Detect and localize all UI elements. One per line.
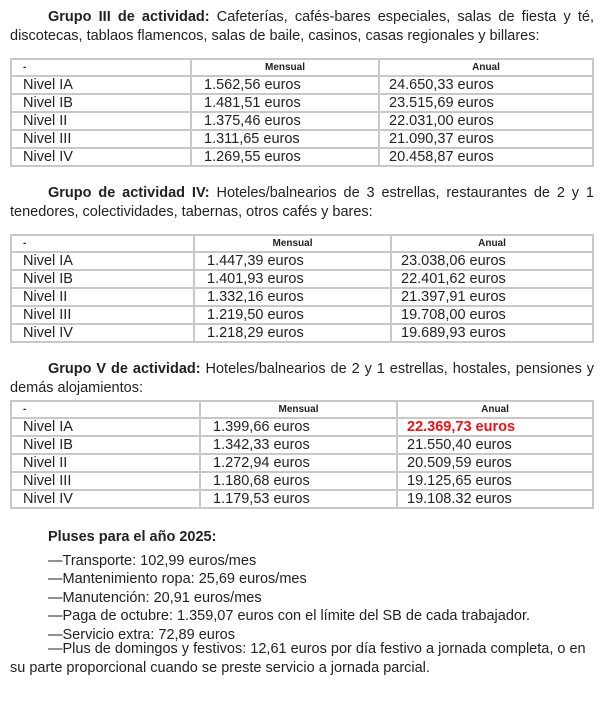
level-cell: Nivel IV bbox=[11, 490, 200, 508]
level-cell: Nivel IV bbox=[11, 148, 191, 166]
salary-table bbox=[10, 234, 594, 343]
level-cell: Nivel IB bbox=[11, 94, 191, 112]
annual-cell: 19.708,00 euros bbox=[391, 306, 593, 324]
level-cell: Nivel III bbox=[11, 472, 200, 490]
level-cell: Nivel IA bbox=[11, 418, 200, 436]
level-cell: Nivel II bbox=[11, 288, 194, 306]
monthly-cell: 1.375,46 euros bbox=[191, 112, 379, 130]
table-header-row bbox=[11, 235, 593, 252]
plus-item: —Servicio extra: 72,89 euros bbox=[48, 626, 235, 643]
table-row bbox=[11, 472, 593, 490]
table-row bbox=[11, 288, 593, 306]
annual-cell: 19.689,93 euros bbox=[391, 324, 593, 342]
level-cell: Nivel IB bbox=[11, 270, 194, 288]
salary-table bbox=[10, 58, 594, 167]
level-cell: Nivel II bbox=[11, 454, 200, 472]
level-cell: Nivel IA bbox=[11, 76, 191, 94]
pluses-section bbox=[48, 528, 594, 644]
annual-cell: 19.108.32 euros bbox=[397, 490, 593, 508]
level-cell: Nivel III bbox=[11, 306, 194, 324]
table-row bbox=[11, 418, 593, 436]
table-header-row bbox=[11, 59, 593, 76]
level-cell: Nivel IV bbox=[11, 324, 194, 342]
table-row bbox=[11, 76, 593, 94]
plus-item: —Paga de octubre: 1.359,07 euros con el límite del SB de cada trabajador. bbox=[48, 608, 531, 624]
monthly-cell: 1.180,68 euros bbox=[200, 472, 397, 490]
monthly-cell: 1.179,53 euros bbox=[200, 490, 397, 508]
annual-cell: 20.509,59 euros bbox=[397, 454, 593, 472]
monthly-cell: 1.562,56 euros bbox=[191, 76, 379, 94]
plus-item: —Transporte: 102,99 euros/mes bbox=[48, 552, 257, 569]
monthly-cell: 1.272,94 euros bbox=[200, 454, 397, 472]
monthly-cell: 1.219,50 euros bbox=[194, 306, 391, 324]
group-title: Grupo de actividad IV: bbox=[48, 185, 210, 201]
monthly-cell: 1.269,55 euros bbox=[191, 148, 379, 166]
monthly-cell: 1.311,65 euros bbox=[191, 130, 379, 148]
annual-cell: 24.650,33 euros bbox=[379, 76, 593, 94]
plus-item: —Manutención: 20,91 euros/mes bbox=[48, 589, 262, 606]
column-header: Anual bbox=[379, 59, 593, 76]
annual-cell: 22.031,00 euros bbox=[379, 112, 593, 130]
level-cell: Nivel III bbox=[11, 130, 191, 148]
table-row bbox=[11, 252, 593, 270]
group-description: Cafeterías, cafés-bares especiales, salas de fiesta y té, discotecas, tablaos flamencos, salas de baile, casinos, casas regionales y billares: bbox=[10, 9, 594, 44]
level-cell: Nivel IA bbox=[11, 252, 194, 270]
table-row bbox=[11, 324, 593, 342]
monthly-cell: 1.399,66 euros bbox=[200, 418, 397, 436]
column-header: - bbox=[11, 401, 200, 418]
table-row bbox=[11, 490, 593, 508]
group-heading bbox=[10, 8, 594, 46]
group-title: Grupo V de actividad: bbox=[48, 361, 201, 377]
group-description: Hoteles/balnearios de 3 estrellas, restaurantes de 2 y 1 tenedores, colectividades, tabernas, otros cafés y bares: bbox=[10, 185, 594, 220]
plus-item bbox=[10, 640, 594, 677]
table-row bbox=[11, 94, 593, 112]
group-heading bbox=[10, 184, 594, 222]
monthly-cell: 1.481,51 euros bbox=[191, 94, 379, 112]
annual-cell: 23.515,69 euros bbox=[379, 94, 593, 112]
table-row bbox=[11, 112, 593, 130]
pluses-title: Pluses para el año 2025: bbox=[48, 529, 217, 545]
annual-cell: 20.458,87 euros bbox=[379, 148, 593, 166]
column-header: - bbox=[11, 59, 191, 76]
annual-cell: 21.090,37 euros bbox=[379, 130, 593, 148]
annual-cell: 22.401,62 euros bbox=[391, 270, 593, 288]
table-row bbox=[11, 306, 593, 324]
column-header: Anual bbox=[391, 235, 593, 252]
monthly-cell: 1.342,33 euros bbox=[200, 436, 397, 454]
group-description: Hoteles/balnearios de 2 y 1 estrellas, hostales, pensiones y demás alojamientos: bbox=[10, 361, 594, 396]
annual-cell: 21.397,91 euros bbox=[391, 288, 593, 306]
salary-table bbox=[10, 400, 594, 509]
column-header: - bbox=[11, 235, 194, 252]
monthly-cell: 1.218,29 euros bbox=[194, 324, 391, 342]
monthly-cell: 1.332,16 euros bbox=[194, 288, 391, 306]
group-title: Grupo III de actividad: bbox=[48, 9, 210, 25]
monthly-cell: 1.447,39 euros bbox=[194, 252, 391, 270]
monthly-cell: 1.401,93 euros bbox=[194, 270, 391, 288]
level-cell: Nivel II bbox=[11, 112, 191, 130]
annual-cell: 23.038,06 euros bbox=[391, 252, 593, 270]
annual-cell: 19.125,65 euros bbox=[397, 472, 593, 490]
table-row bbox=[11, 454, 593, 472]
column-header: Mensual bbox=[191, 59, 379, 76]
table-row bbox=[11, 130, 593, 148]
column-header: Anual bbox=[397, 401, 593, 418]
annual-cell: 22.369,73 euros bbox=[397, 418, 593, 436]
plus-item-text: —Plus de domingos y festivos: 12,61 euros por día festivo a jornada completa, o en su parte proporcional cuando se preste servicio a jornada parcial. bbox=[10, 641, 586, 676]
group-heading bbox=[10, 360, 594, 398]
table-row bbox=[11, 270, 593, 288]
table-row bbox=[11, 148, 593, 166]
column-header: Mensual bbox=[194, 235, 391, 252]
table-header-row bbox=[11, 401, 593, 418]
table-row bbox=[11, 436, 593, 454]
level-cell: Nivel IB bbox=[11, 436, 200, 454]
plus-item: —Mantenimiento ropa: 25,69 euros/mes bbox=[48, 571, 307, 587]
annual-cell: 21.550,40 euros bbox=[397, 436, 593, 454]
column-header: Mensual bbox=[200, 401, 397, 418]
